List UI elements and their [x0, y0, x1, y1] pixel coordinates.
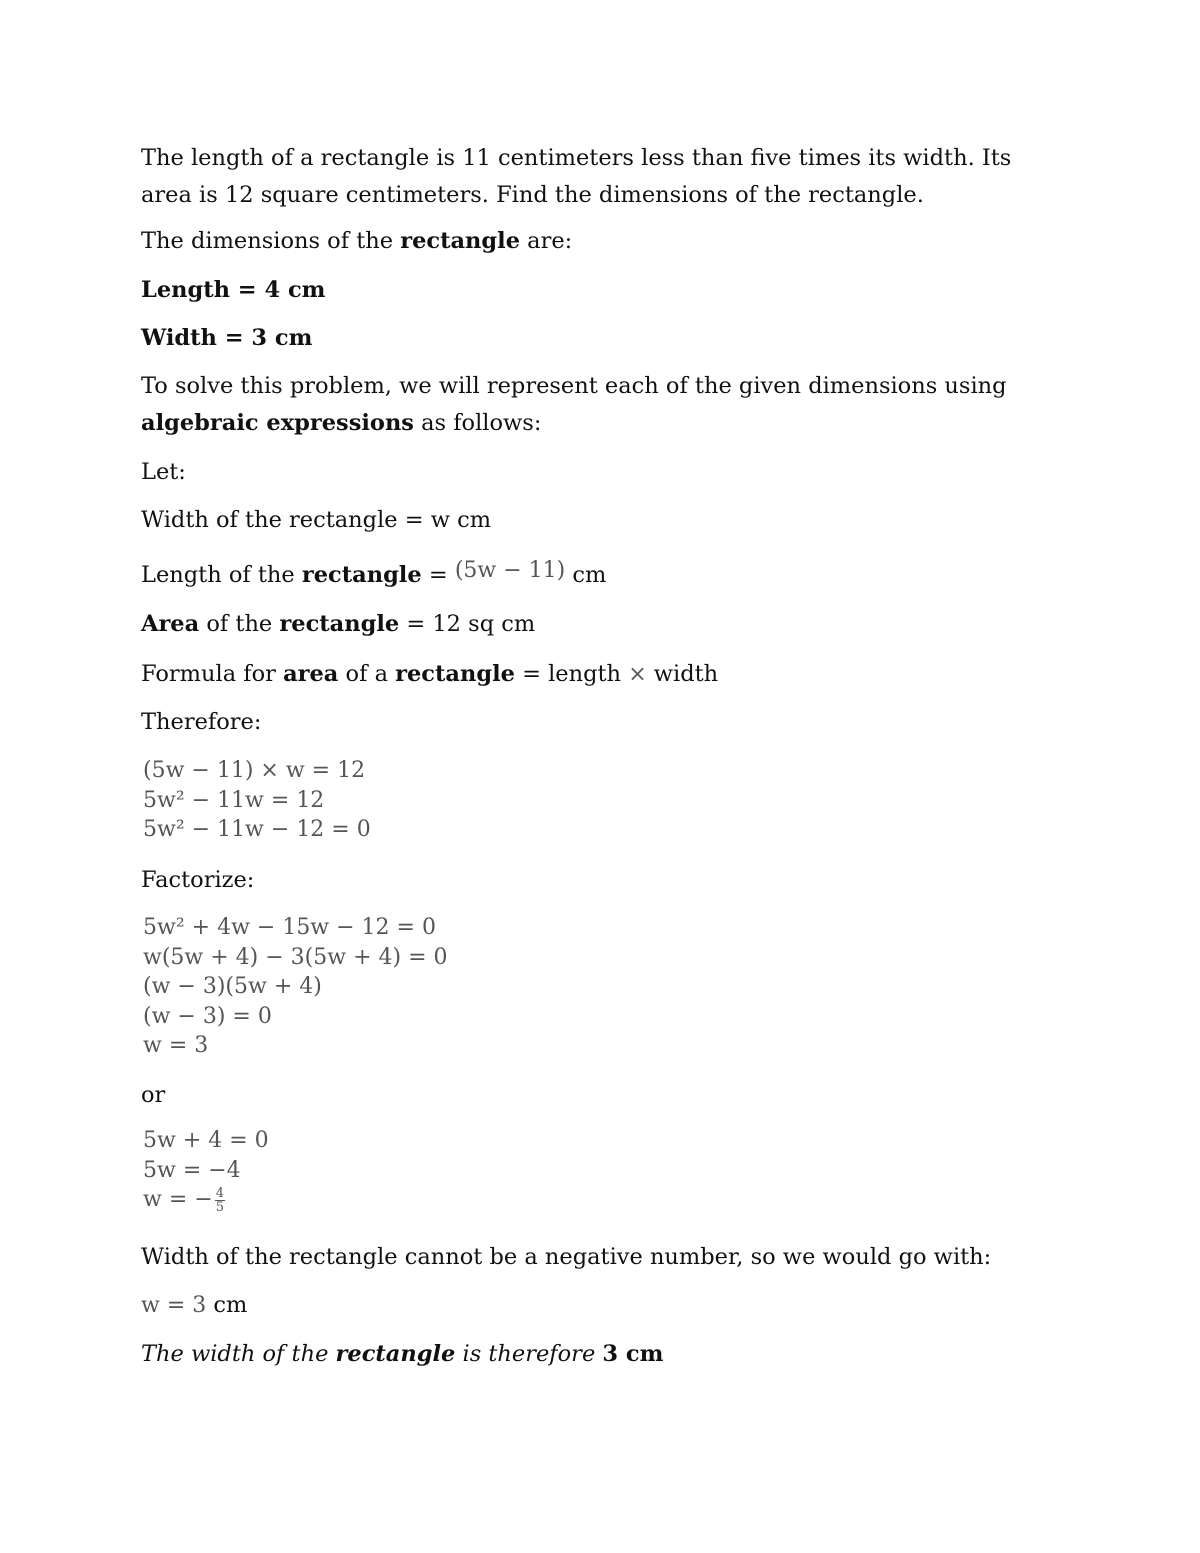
formula-keyword-2: rectangle	[395, 661, 515, 687]
times-symbol: ×	[628, 662, 647, 687]
final-value-unit: cm	[206, 1292, 248, 1318]
answer-intro-keyword: rectangle	[400, 228, 521, 254]
problem-line-2: area is 12 square centimeters. Find the dimensions of the rectangle.	[141, 182, 924, 208]
fraction-lhs: w = −	[143, 1187, 213, 1212]
fraction	[215, 1187, 225, 1214]
final-value-math: w = 3	[141, 1293, 207, 1318]
length-def-equals: =	[421, 562, 455, 588]
length-expression: (5w − 11)	[454, 558, 566, 583]
problem-statement	[141, 140, 1011, 214]
let-label: Let:	[141, 459, 186, 485]
formula-keyword: area	[283, 661, 339, 687]
area-definition	[141, 606, 535, 643]
area-formula	[141, 656, 718, 693]
formula-end: width	[646, 661, 719, 687]
approach-paragraph	[141, 368, 1007, 442]
width-answer: Width = 3 cm	[141, 325, 313, 351]
equation-line: 5w² − 11w = 12	[143, 787, 325, 813]
area-def-keyword: Area	[141, 611, 200, 637]
equation-line: 5w² + 4w − 15w − 12 = 0	[143, 915, 436, 940]
conclusion-answer: 3 cm	[602, 1341, 664, 1367]
conclusion	[141, 1336, 663, 1373]
approach-line-1: To solve this problem, we will represent each of the given dimensions using	[141, 373, 1007, 399]
length-definition	[141, 557, 606, 594]
formula-after: = length	[514, 661, 629, 687]
conclusion-text: The width of the	[141, 1341, 336, 1367]
equation-line: 5w + 4 = 0	[143, 1128, 269, 1153]
answer-intro-suffix: are:	[520, 228, 573, 254]
factorize-label: Factorize:	[141, 867, 255, 893]
area-def-value: = 12 sq cm	[399, 611, 536, 637]
equation-line: (w − 3)(5w + 4)	[143, 974, 322, 999]
conclusion-keyword: rectangle	[335, 1341, 456, 1367]
length-answer: Length = 4 cm	[141, 277, 326, 303]
therefore-label: Therefore:	[141, 709, 262, 735]
equation-line: 5w = −4	[143, 1157, 241, 1183]
width-definition: Width of the rectangle = w cm	[141, 507, 492, 533]
approach-suffix: as follows:	[413, 410, 542, 436]
or-label: or	[141, 1082, 166, 1108]
equation-line: w(5w + 4) − 3(5w + 4) = 0	[143, 944, 448, 970]
equation-line: 5w² − 11w − 12 = 0	[143, 817, 371, 842]
length-def-unit: cm	[565, 562, 607, 588]
answer-intro-text: The dimensions of the	[141, 228, 401, 254]
approach-keyword: algebraic expressions	[141, 410, 414, 436]
equation-line-fraction	[143, 1185, 269, 1215]
length-def-keyword: rectangle	[301, 562, 422, 588]
equation-block-3	[143, 1126, 269, 1215]
equation-line: (w − 3) = 0	[143, 1003, 272, 1029]
fraction-denominator: 5	[215, 1199, 224, 1215]
negative-note: Width of the rectangle cannot be a negative number, so we would go with:	[141, 1244, 992, 1270]
formula-mid: of a	[338, 661, 396, 687]
conclusion-mid: is therefore	[455, 1341, 603, 1367]
equation-line: (5w − 11) × w = 12	[143, 758, 366, 783]
final-value	[141, 1287, 247, 1324]
length-def-text: Length of the	[141, 562, 302, 588]
area-def-mid: of the	[199, 611, 280, 637]
problem-line-1: The length of a rectangle is 11 centimeters less than five times its width. Its	[141, 145, 1012, 171]
answer-intro	[141, 223, 572, 260]
formula-text: Formula for	[141, 661, 284, 687]
fraction-numerator: 4	[215, 1185, 224, 1201]
area-def-keyword-2: rectangle	[279, 611, 400, 637]
equation-line: w = 3	[143, 1033, 209, 1058]
equation-block-1	[143, 756, 371, 845]
equation-block-2	[143, 913, 448, 1061]
